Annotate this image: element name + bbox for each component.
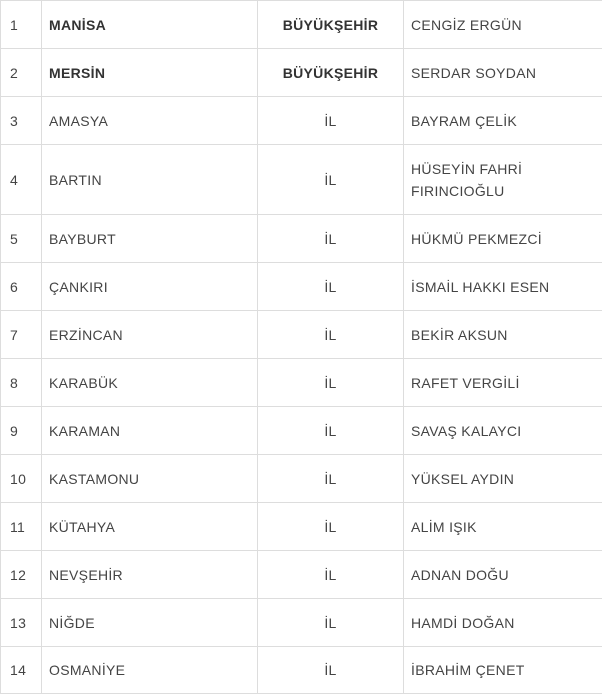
mayor-name: CENGİZ ERGÜN <box>404 1 602 49</box>
table-row <box>1 97 602 145</box>
table-row <box>1 599 602 647</box>
municipality-type: İL <box>258 551 404 599</box>
city-name: AMASYA <box>42 97 258 145</box>
table-row <box>1 1 602 49</box>
row-number: 2 <box>1 49 42 97</box>
municipality-type: İL <box>258 647 404 694</box>
city-name: KÜTAHYA <box>42 503 258 551</box>
municipality-type: İL <box>258 311 404 359</box>
table-row <box>1 503 602 551</box>
mayor-name: BEKİR AKSUN <box>404 311 602 359</box>
municipality-type: İL <box>258 455 404 503</box>
row-number: 9 <box>1 407 42 455</box>
row-number: 10 <box>1 455 42 503</box>
mayor-name: SAVAŞ KALAYCI <box>404 407 602 455</box>
city-name: MANİSA <box>42 1 258 49</box>
row-number: 14 <box>1 647 42 694</box>
city-name: OSMANİYE <box>42 647 258 694</box>
city-name: BAYBURT <box>42 215 258 263</box>
row-number: 12 <box>1 551 42 599</box>
municipality-type: İL <box>258 407 404 455</box>
table-row <box>1 455 602 503</box>
city-name: ERZİNCAN <box>42 311 258 359</box>
table-row <box>1 551 602 599</box>
table-row <box>1 359 602 407</box>
municipality-type: İL <box>258 97 404 145</box>
table-row <box>1 215 602 263</box>
row-number: 6 <box>1 263 42 311</box>
municipality-type: İL <box>258 145 404 215</box>
mayor-name: HÜKMÜ PEKMEZCİ <box>404 215 602 263</box>
row-number: 11 <box>1 503 42 551</box>
city-name: NEVŞEHİR <box>42 551 258 599</box>
mayor-name: HAMDİ DOĞAN <box>404 599 602 647</box>
mayor-name: ALİM IŞIK <box>404 503 602 551</box>
municipality-type: BÜYÜKŞEHİR <box>258 1 404 49</box>
municipality-type: İL <box>258 215 404 263</box>
mayor-name: RAFET VERGİLİ <box>404 359 602 407</box>
row-number: 8 <box>1 359 42 407</box>
mayor-name: SERDAR SOYDAN <box>404 49 602 97</box>
city-name: KARAMAN <box>42 407 258 455</box>
city-name: BARTIN <box>42 145 258 215</box>
city-name: KARABÜK <box>42 359 258 407</box>
row-number: 3 <box>1 97 42 145</box>
mayor-name: YÜKSEL AYDIN <box>404 455 602 503</box>
table-row <box>1 49 602 97</box>
mayor-name: ADNAN DOĞU <box>404 551 602 599</box>
city-name: MERSİN <box>42 49 258 97</box>
mayor-name: İSMAİL HAKKI ESEN <box>404 263 602 311</box>
row-number: 7 <box>1 311 42 359</box>
row-number: 1 <box>1 1 42 49</box>
table-row <box>1 263 602 311</box>
municipality-type: İL <box>258 359 404 407</box>
row-number: 4 <box>1 145 42 215</box>
municipality-type: İL <box>258 599 404 647</box>
city-name: ÇANKIRI <box>42 263 258 311</box>
table-row <box>1 407 602 455</box>
row-number: 13 <box>1 599 42 647</box>
table-row <box>1 311 602 359</box>
municipality-type: İL <box>258 503 404 551</box>
city-name: KASTAMONU <box>42 455 258 503</box>
municipality-type: BÜYÜKŞEHİR <box>258 49 404 97</box>
table-row <box>1 647 602 694</box>
mayor-name: HÜSEYİN FAHRİ FIRINCIOĞLU <box>404 145 602 215</box>
mayor-name: BAYRAM ÇELİK <box>404 97 602 145</box>
city-name: NİĞDE <box>42 599 258 647</box>
row-number: 5 <box>1 215 42 263</box>
table-row <box>1 145 602 215</box>
mayor-name: İBRAHİM ÇENET <box>404 647 602 694</box>
municipality-type: İL <box>258 263 404 311</box>
